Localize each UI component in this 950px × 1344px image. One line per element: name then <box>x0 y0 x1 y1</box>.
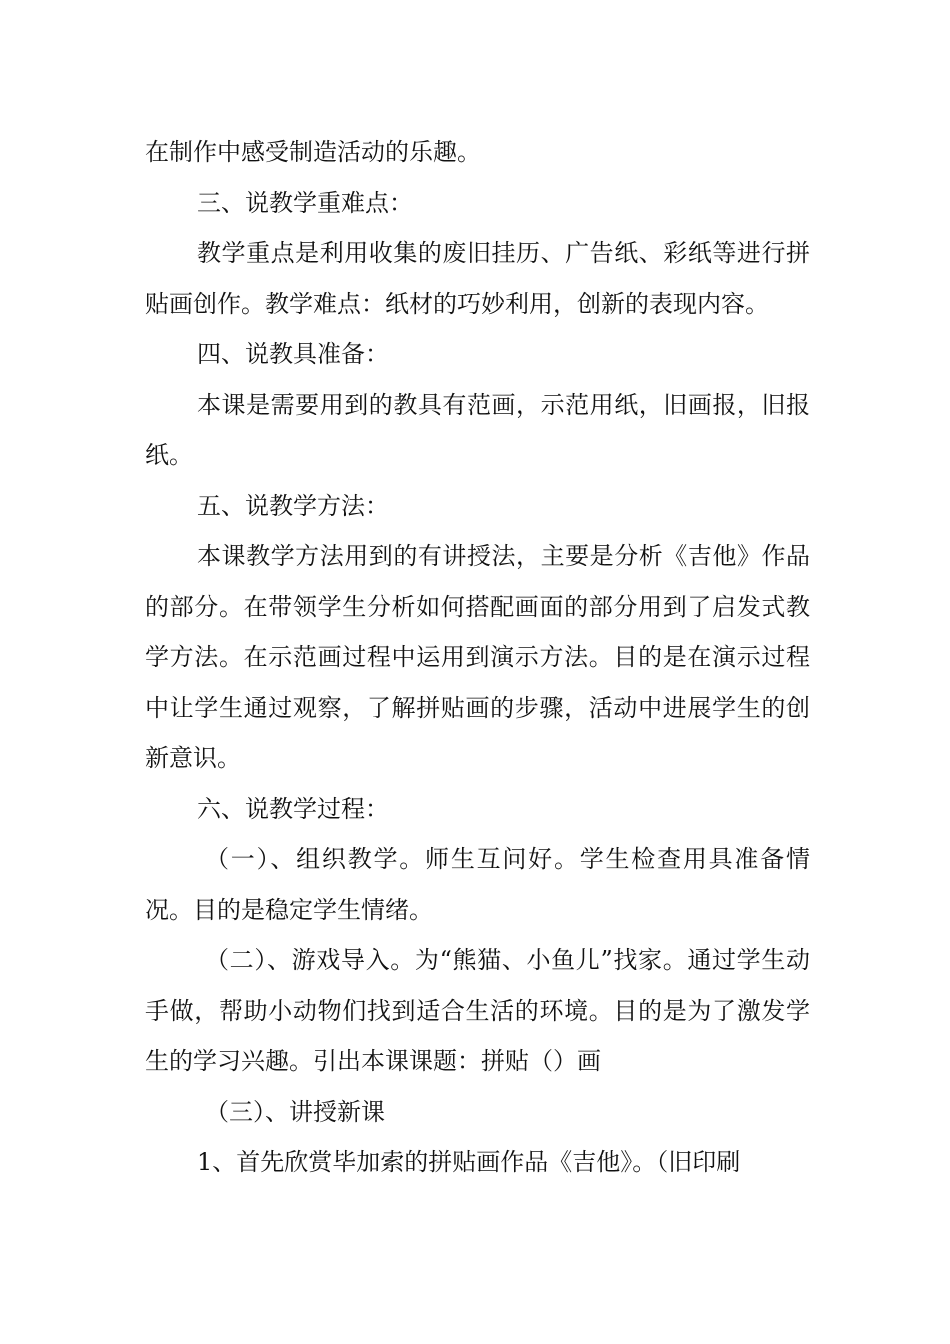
document-body <box>145 127 810 1188</box>
paragraph-key-difficult-points: 教学重点是利用收集的废旧挂历、广告纸、彩纸等进行拼贴画创作。教学难点：纸材的巧妙利用，创新的表现内容。 <box>145 239 810 318</box>
paragraph-new-lesson-heading: （三）、讲授新课 <box>205 1097 385 1126</box>
section-heading-teaching-methods: 五、说教学方法： <box>197 491 389 520</box>
paragraph-game-introduction: （二）、游戏导入。为“熊猫、小鱼儿”找家。通过学生动手做，帮助小动物们找到适合生活的环境。目的是为了激发学生的学习兴趣。引出本课课题：拼贴（）画 <box>145 946 810 1075</box>
paragraph-continuation: 在制作中感受制造活动的乐趣。 <box>145 138 481 166</box>
paragraph-teaching-aids: 本课是需要用到的教具有范画，示范用纸，旧画报，旧报纸。 <box>145 390 810 469</box>
section-heading-teaching-process: 六、说教学过程： <box>197 794 389 823</box>
section-heading-teaching-aids: 四、说教具准备： <box>197 340 389 368</box>
paragraph-teaching-methods: 本课教学方法用到的有讲授法，主要是分析《吉他》作品的部分。在带领学生分析如何搭配画面的部分用到了启发式教学方法。在示范画过程中运用到演示方法。目的是在演示过程中让学生通过观察，了解拼贴画的步骤，活动中进展学生的创新意识。 <box>145 542 810 772</box>
paragraph-appreciate-picasso: 1、首先欣赏毕加索的拼贴画作品《吉他》。（旧印刷 <box>197 1148 741 1176</box>
section-heading-key-difficult-points: 三、说教学重难点： <box>197 188 413 217</box>
paragraph-organize-teaching: （一）、组织教学。师生互问好。学生检查用具准备情况。目的是稳定学生情绪。 <box>145 845 810 924</box>
